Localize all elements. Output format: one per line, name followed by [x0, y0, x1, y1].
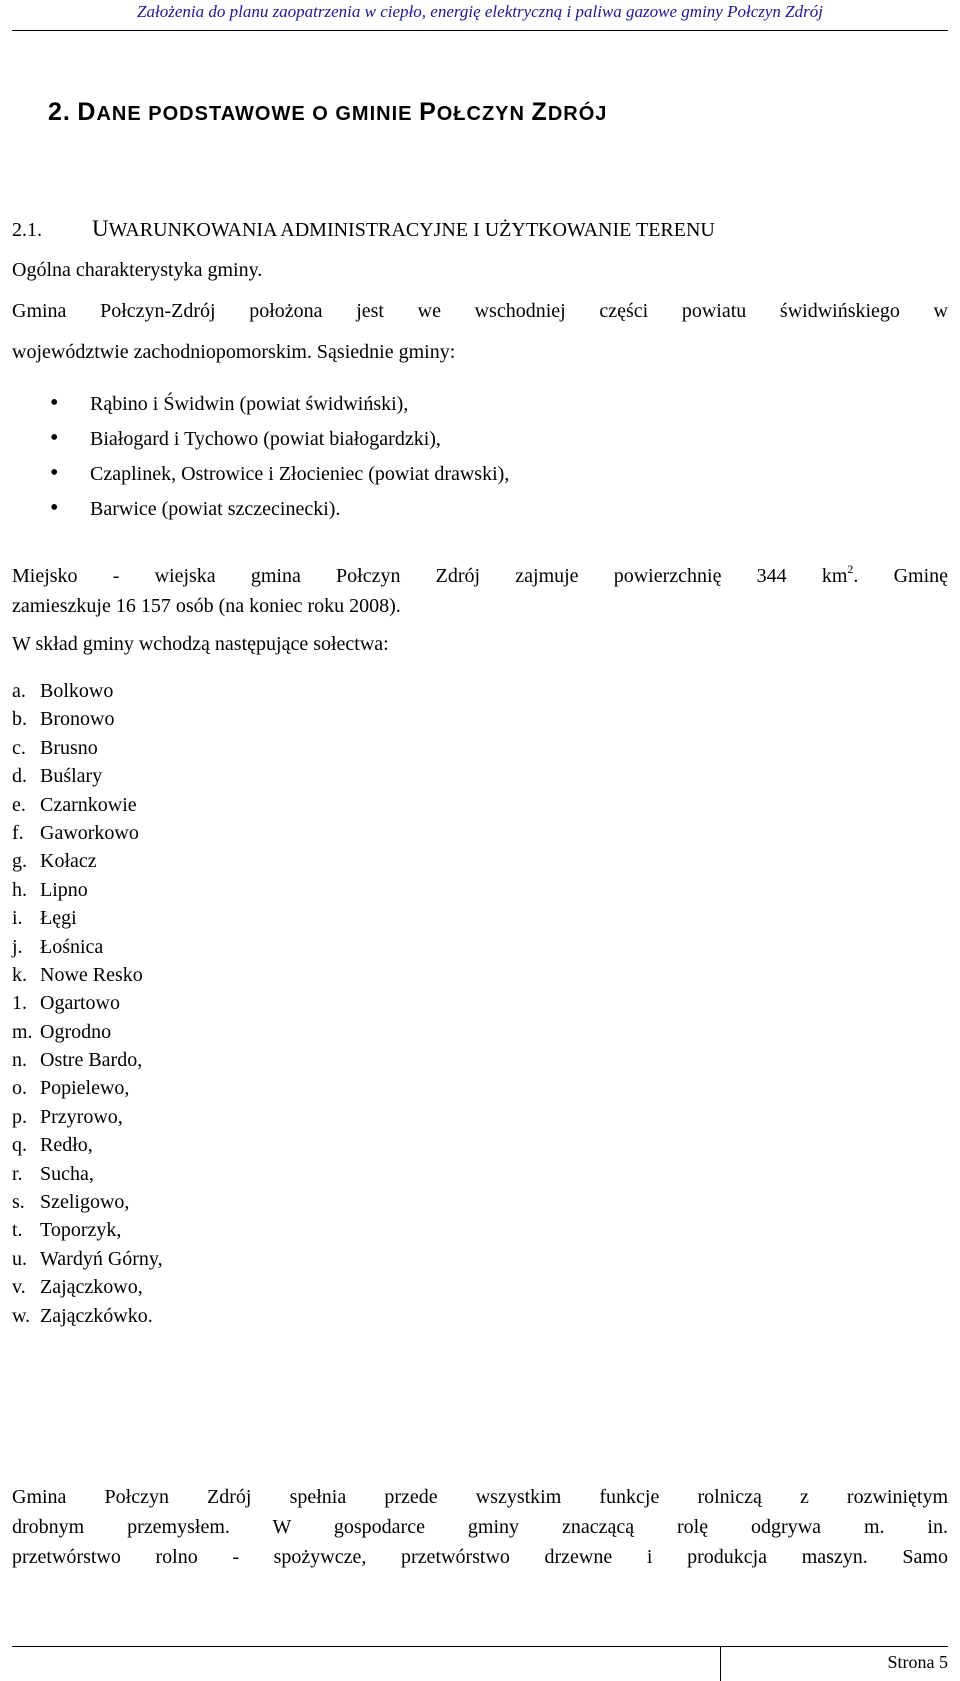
list-item: [12, 762, 163, 790]
village-name: Gaworkowo: [40, 821, 139, 844]
list-item: [12, 677, 163, 705]
list-item: [12, 1046, 163, 1074]
area-text-end: . Gminę: [853, 565, 949, 587]
area-line-2: zamieszkuje 16 157 osób (na koniec roku 2008).: [12, 595, 401, 617]
bullet-icon: [50, 456, 90, 492]
section-title-rest: WARUNKOWANIA ADMINISTRACYJNE I UŻYTKOWANIE TERENU: [108, 219, 715, 241]
chapter-word1-rest: ANE: [96, 103, 142, 125]
village-name: Łośnica: [40, 935, 104, 958]
list-item: [12, 847, 163, 875]
list-item: [12, 933, 163, 961]
neighbor-text: Białogard i Tychowo (powiat białogardzki),: [90, 428, 441, 450]
neighbor-text: Rąbino i Świdwin (powiat świdwiński),: [90, 393, 409, 415]
list-item: [50, 491, 509, 526]
village-letter: 1.: [12, 992, 27, 1015]
footer-separator: [720, 1646, 721, 1681]
village-letter: n.: [12, 1049, 27, 1072]
village-name: Redło,: [40, 1134, 93, 1157]
intro-line-2: województwie zachodniopomorskim. Sąsiednie gminy:: [12, 341, 456, 363]
list-item: [12, 1188, 163, 1216]
list-item: [12, 1160, 163, 1188]
list-item: [50, 386, 509, 421]
chapter-word6-rest: DRÓJ: [547, 103, 608, 125]
chapter-word2: PODSTAWOWE: [148, 103, 306, 125]
list-item: [12, 961, 163, 989]
chapter-word4: GMINIE: [335, 103, 413, 125]
village-letter: g.: [12, 850, 27, 873]
list-item: [50, 421, 509, 456]
chapter-word5-rest: OŁCZYN: [436, 103, 525, 125]
village-letter: h.: [12, 878, 27, 901]
list-item: [12, 791, 163, 819]
list-item: [12, 1216, 163, 1244]
list-item: [50, 456, 509, 491]
list-item: [12, 705, 163, 733]
list-item: [12, 1018, 163, 1046]
chapter-word3: O: [312, 103, 329, 125]
list-item: [12, 1103, 163, 1131]
chapter-word5-initial: P: [419, 98, 437, 126]
village-letter: t.: [12, 1219, 23, 1242]
neighbor-text: Barwice (powiat szczecinecki).: [90, 498, 341, 520]
village-name: Bronowo: [40, 708, 115, 731]
village-letter: b.: [12, 708, 27, 731]
village-name: Kołacz: [40, 850, 97, 873]
village-letter: a.: [12, 680, 26, 702]
intro-label: Ogólna charakterystyka gminy.: [12, 259, 263, 281]
header-rule: [12, 30, 948, 31]
chapter-word1-initial: D: [77, 98, 97, 126]
village-letter: e.: [12, 793, 26, 816]
village-letter: u.: [12, 1247, 27, 1270]
village-name: Łęgi: [40, 907, 77, 930]
village-name: Sucha,: [40, 1162, 94, 1185]
section-title-initial: U: [92, 216, 109, 241]
chapter-word6-initial: Z: [531, 98, 548, 126]
list-item: [12, 1074, 163, 1102]
list-item: [12, 904, 163, 932]
village-name: Nowe Resko: [40, 963, 143, 986]
villages-list: [12, 677, 163, 1330]
village-letter: c.: [12, 736, 26, 759]
village-name: Popielewo,: [40, 1077, 130, 1100]
list-item: [12, 1131, 163, 1159]
neighbor-text: Czaplinek, Ostrowice i Złocieniec (powiat drawski),: [90, 463, 510, 485]
list-item: [12, 734, 163, 762]
village-name: Zajączkówko.: [40, 1304, 153, 1327]
village-name: Przyrowo,: [40, 1105, 123, 1128]
village-letter: q.: [12, 1134, 27, 1157]
section-heading: [12, 216, 715, 242]
area-line-1: [12, 560, 948, 593]
area-superscript: 2: [847, 562, 854, 576]
list-item: [12, 819, 163, 847]
section-number: 2.1.: [12, 219, 42, 241]
village-name: Wardyń Górny,: [40, 1247, 163, 1270]
economy-line-2: drobnym przemysłem. W gospodarce gminy znaczącą rolę odgrywa m. in.: [12, 1516, 948, 1538]
list-item: [12, 1245, 163, 1273]
list-item: [12, 876, 163, 904]
village-name: Ogartowo: [40, 992, 120, 1015]
village-name: Szeligowo,: [40, 1191, 130, 1214]
village-name: Bolkowo: [40, 680, 114, 702]
bullet-icon: [50, 421, 90, 457]
list-item: [12, 1273, 163, 1301]
village-name: Brusno: [40, 736, 98, 759]
village-letter: f.: [12, 821, 24, 844]
village-letter: o.: [12, 1077, 27, 1100]
economy-line-1: Gmina Połczyn Zdrój spełnia przede wszystkim funkcje rolniczą z rozwiniętym: [12, 1486, 948, 1508]
page-number: Strona 5: [887, 1652, 948, 1672]
village-letter: j.: [12, 935, 23, 958]
bullet-icon: [50, 491, 90, 527]
village-name: Lipno: [40, 878, 88, 901]
village-letter: w.: [12, 1304, 31, 1327]
village-name: Ogrodno: [40, 1020, 112, 1043]
bullet-icon: [50, 386, 90, 422]
village-letter: d.: [12, 765, 27, 788]
footer-rule: [12, 1646, 948, 1647]
economy-line-3: przetwórstwo rolno - spożywcze, przetwórstwo drzewne i produkcja maszyn. Samo: [12, 1546, 948, 1568]
area-text: Miejsko - wiejska gmina Połczyn Zdrój zajmuje powierzchnię 344 km: [12, 565, 848, 587]
list-item: [12, 1302, 163, 1330]
village-letter: k.: [12, 963, 27, 986]
village-letter: s.: [12, 1191, 25, 1214]
villages-intro: W skład gminy wchodzą następujące sołectwa:: [12, 633, 389, 655]
list-item: [12, 989, 163, 1017]
village-letter: r.: [12, 1162, 23, 1185]
village-name: Toporzyk,: [40, 1219, 122, 1242]
village-name: Czarnkowie: [40, 793, 137, 816]
village-name: Ostre Bardo,: [40, 1049, 143, 1072]
running-header: Założenia do planu zaopatrzenia w ciepło, energię elektryczną i paliwa gazowe gminy Połczyn Zdrój: [137, 2, 823, 21]
village-name: Zajączkowo,: [40, 1276, 143, 1299]
intro-line-1: Gmina Połczyn-Zdrój położona jest we wschodniej części powiatu świdwińskiego w: [12, 300, 948, 322]
neighbor-list: [50, 386, 509, 526]
village-letter: m.: [12, 1020, 33, 1043]
village-letter: v.: [12, 1276, 26, 1299]
village-letter: p.: [12, 1105, 27, 1128]
chapter-heading: [48, 98, 607, 127]
chapter-number: 2.: [48, 98, 71, 126]
village-letter: i.: [12, 907, 23, 930]
village-name: Buślary: [40, 765, 103, 788]
